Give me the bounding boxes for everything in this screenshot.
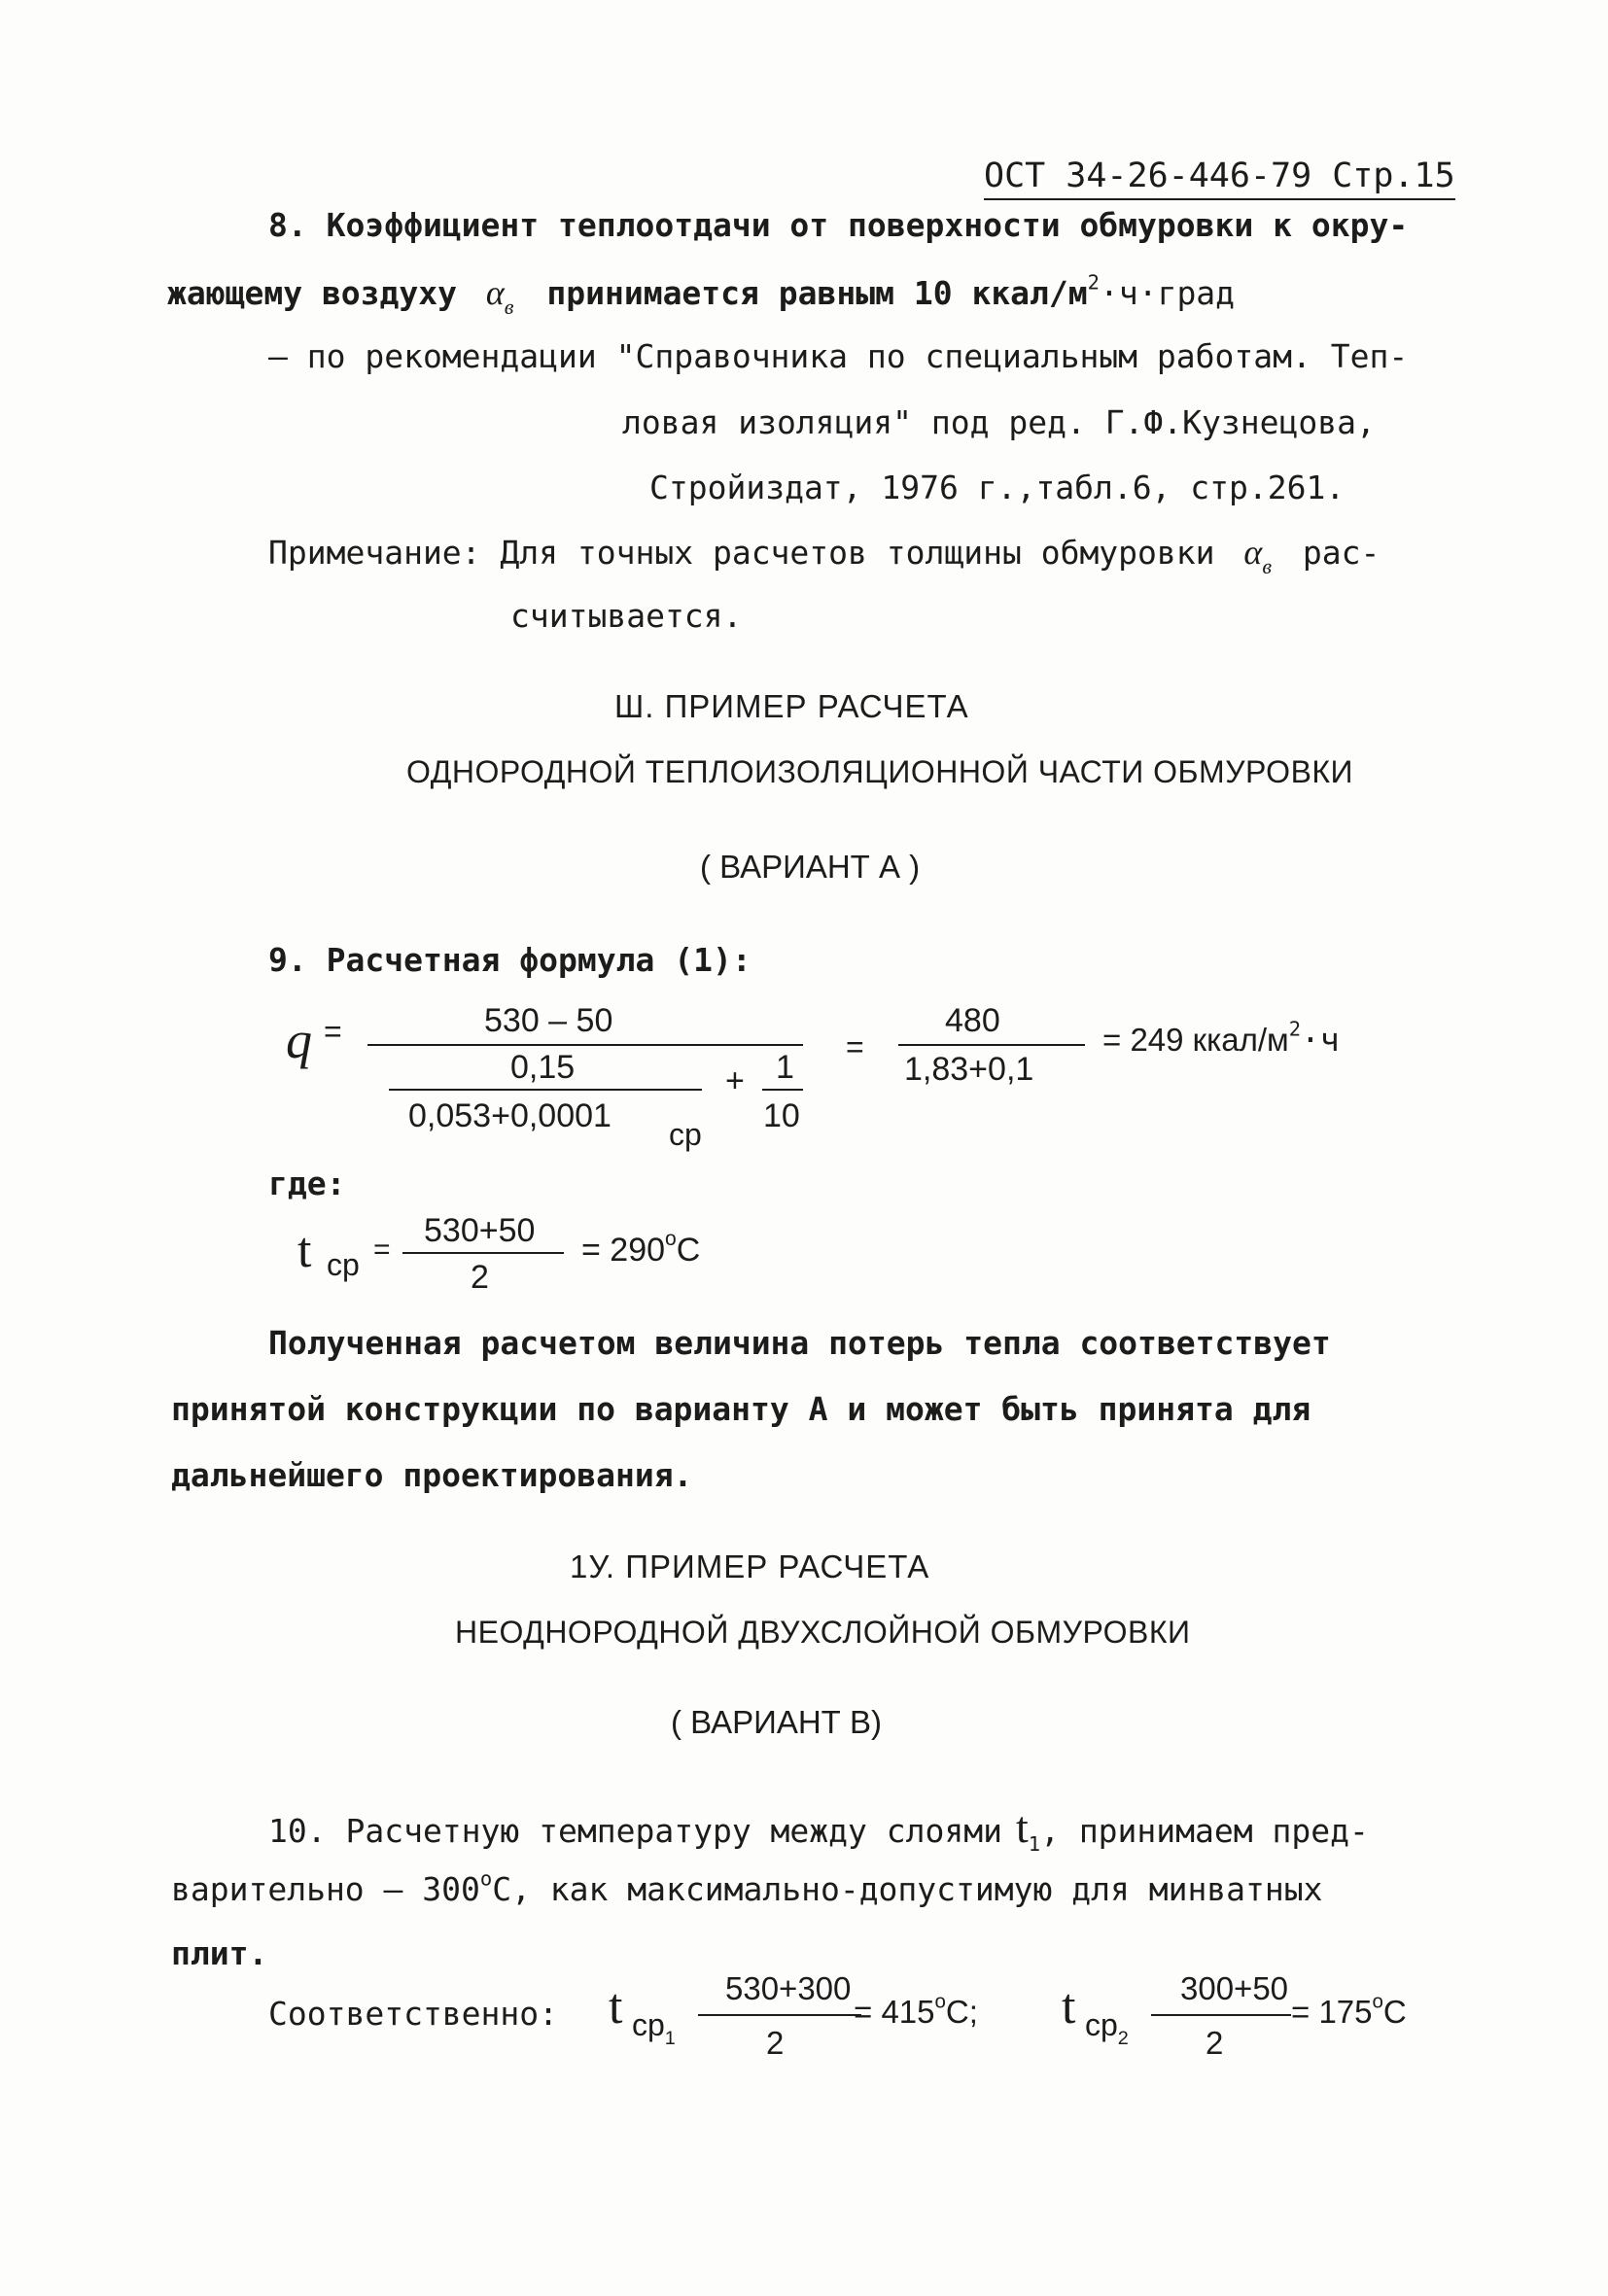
f1-inner-numerator: 0,15 [510, 1049, 576, 1086]
note-line-2: считывается. [510, 597, 743, 635]
p8-line-5: Стройиздат, 1976 г.,табл.6, стр.261. [649, 469, 1346, 506]
p8-line-2: жающему воздуху $\alpha_в$ принимается равным 10 ккал/$м^2\cdot ч\cdot град$ [167, 270, 1236, 320]
p8-line-4: ловая изоляция" под ред. Г.Ф.Кузнецова, [622, 403, 1376, 441]
f1-inner-denominator: 0,053+0,0001 [408, 1097, 612, 1134]
section-4-title: 1У. ПРИМЕР РАСЧЕТА [570, 1548, 930, 1584]
where-label: где: [268, 1165, 346, 1202]
f1-fraction-bar [367, 1044, 803, 1046]
section-3-subtitle: ОДНОРОДНОЙ ТЕПЛОИЗОЛЯЦИОННОЙ ЧАСТИ ОБМУРОВКИ [406, 754, 1354, 789]
p9-heading: 9. Расчетная формула (1): [268, 941, 752, 979]
f1-numerator: 530 – 50 [484, 1002, 613, 1039]
f1-inner-bar [389, 1089, 702, 1091]
result-line-3: дальнейшего проектирования. [171, 1456, 693, 1494]
result-line-1: Полученная расчетом величина потерь тепла соответствует [268, 1324, 1331, 1362]
f3-label: Соответственно: [268, 1995, 559, 2033]
p10-line-1: 10. Расчетную температуру между слоями $t_1$, принимаем пред- [268, 1802, 1369, 1857]
p8-line-3: – по рекомендации "Справочника по специальным работам. Теп- [268, 337, 1409, 375]
alpha-symbol: $\alpha_в$ [485, 273, 514, 320]
section-4-variant: ( ВАРИАНТ В) [671, 1704, 882, 1740]
alpha-symbol: $\alpha_в$ [1243, 533, 1272, 579]
section-4-subtitle: НЕОДНОРОДНОЙ ДВУХСЛОЙНОЙ ОБМУРОВКИ [455, 1615, 1191, 1650]
note-line-1: Примечание: Для точных расчетов толщины обмуровки $\alpha_в$ рас- [268, 533, 1381, 579]
section-3-title: Ш. ПРИМЕР РАСЧЕТА [614, 688, 969, 724]
f1-q: q [286, 1011, 312, 1069]
result-line-2: принятой конструкции по варианту А и может быть принята для [171, 1390, 1311, 1428]
f1-result: = 249 ккал/$м^2\cdot ч$ [1102, 1017, 1340, 1059]
document-page: ОСТ 34-26-446-79 Стр.15 8. Коэффициент теплоотдачи от поверхности обмуровки к окру- жающему воздуху $\alpha_в$ принимается равным 10 ккал/$м^2\cdot ч\cdot град$ – по рекомендации "Справочника по специальным работам. Теп- ловая изоляция" под ред. Г.Ф.Кузнецова, Стройиздат, 1976 г.,табл.6, стр.261. Примечание: Для точных расчетов толщины обмуровки $\alpha_в$ рас- считывается. Ш. ПРИМЕР РАСЧЕТА ОДНОРОДНОЙ ТЕПЛОИЗОЛЯЦИОННОЙ ЧАСТИ ОБМУРОВКИ ( ВАРИАНТ А ) 9. Расчетная формула (1): q = 530 – 50 0,15 0,053+0,0001 ср + 1 10 = 480 1,83+0,1 = 249 ккал/$м^2\cdot ч$ где: t ср = 530+50 2 = $290^оС$ Полученная расчетом величина потерь тепла соответствует принятой конструкции по варианту А и может быть принята для дальнейшего проектирования. 1У. ПРИМЕР РАСЧЕТА НЕОДНОРОДНОЙ ДВУХСЛОЙНОЙ ОБМУРОВКИ ( ВАРИАНТ В) 10. Расчетную температуру между слоями $t_1$, принимаем пред- варительно – $300^оС$, как максимально-допустимую для минватных плит. Соответственно: t $ср_1$ 530+300 2 = $415^оС$; t $ср_2$ 300+50 2 = $175^оС$ [167, 157, 1455, 2061]
section-3-variant: ( ВАРИАНТ А ) [700, 849, 921, 885]
p10-line-2: варительно – $300^оС$, как максимально-допустимую для минватных [171, 1866, 1323, 1908]
document-ref: ОСТ 34-26-446-79 Стр.15 [984, 156, 1455, 200]
p10-line-3: плит. [171, 1934, 268, 1972]
p8-line-1: 8. Коэффициент теплоотдачи от поверхности обмуровки к окру- [268, 206, 1409, 244]
